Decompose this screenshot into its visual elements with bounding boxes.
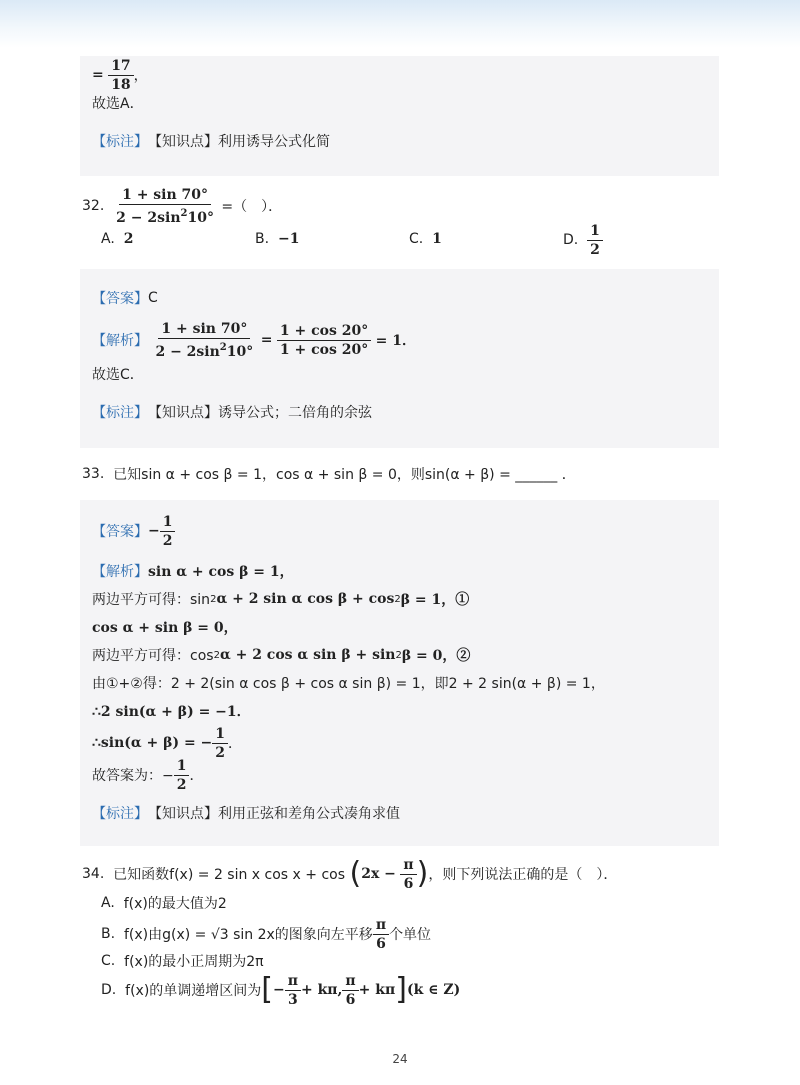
fraction-numerator: π [342, 972, 358, 991]
q34-stem [82, 854, 617, 894]
math-text: 两边平方可得：cos [92, 648, 214, 664]
q34-option-c [101, 950, 264, 972]
option-letter: A. [101, 895, 115, 911]
math-text: β = 0，② [401, 648, 471, 664]
den-part: 10° [226, 343, 254, 360]
pi-over-six [373, 916, 389, 953]
q32-note [92, 401, 372, 423]
math-text: α + 2 cos α sin β + sin [219, 647, 396, 663]
right-bracket: ] [395, 972, 407, 1007]
q32-option-a [101, 228, 133, 250]
answer-sign: − [148, 523, 160, 539]
page-number: 24 [392, 1052, 408, 1066]
q34-option-a [101, 892, 227, 914]
analysis-fraction-1 [152, 320, 256, 361]
q33-answer [92, 510, 175, 552]
note-label: 【标注】 [92, 405, 148, 421]
math-text: 故答案为：− [92, 768, 174, 784]
option-letter: A. [101, 231, 115, 247]
answer-fraction [160, 513, 176, 550]
punctuation: ， [133, 68, 148, 84]
prev-note [92, 130, 330, 152]
fraction-numerator: 1 [174, 757, 190, 776]
q32-solution-panel [80, 269, 719, 448]
question-text: 已知函数f(x) = 2 sin x cos x + cos [113, 867, 346, 883]
left-bracket: [ [261, 972, 273, 1007]
den-part: 10° [187, 209, 214, 226]
option-letter: B. [101, 926, 116, 942]
fraction-numerator: 1 + cos 20° [277, 322, 371, 341]
q33-analysis-line-3: cos α + sin β = 0， [92, 620, 238, 636]
exponent: 2 [210, 593, 217, 605]
fraction-numerator: 1 [212, 725, 228, 744]
q32-option-c [409, 228, 442, 250]
exponent: 2 [213, 649, 220, 661]
note-label: 【标注】 [92, 806, 148, 822]
fraction-denominator: 2 [162, 532, 173, 549]
option-letter: D. [101, 982, 117, 998]
q33-note [92, 802, 400, 824]
question-number: 33. [82, 466, 105, 482]
math-text: + kπ [358, 982, 396, 998]
math-text: α + 2 sin α cos β + cos [216, 591, 395, 607]
fraction-numerator: π [373, 916, 389, 935]
q32-fraction [113, 186, 217, 227]
fraction-numerator: 17 [108, 57, 133, 76]
answer-label: 【答案】 [92, 291, 148, 307]
math-text: (k ∈ Z) [406, 982, 461, 998]
question-number: 32. [82, 198, 105, 214]
math-text: sin α + cos β = 1， [148, 564, 294, 580]
q33-analysis-line-2 [92, 588, 469, 610]
math-text: + kπ, [300, 982, 343, 998]
fraction-denominator [152, 339, 256, 361]
option-letter: D. [563, 232, 579, 248]
prev-fraction [108, 57, 133, 94]
equals-sign: = [92, 67, 104, 83]
fraction-denominator: 3 [287, 991, 298, 1008]
fraction-denominator: 2 [215, 744, 226, 761]
q33-analysis-line-6: ∴2 sin(α + β) = −1． [92, 704, 251, 720]
punctuation: ． [228, 736, 243, 752]
exponent: 2 [395, 649, 402, 661]
fraction-numerator: 1 [160, 513, 176, 532]
answer-label: 【答案】 [92, 524, 148, 540]
q32-conclusion: 故选C． [92, 367, 144, 383]
option-letter: C. [101, 953, 116, 969]
exponent: 2 [219, 341, 227, 353]
option-letter: C. [409, 231, 424, 247]
option-text: f(x)由g(x) = √3 sin 2x的图象向左平移 [123, 927, 373, 943]
q34-option-d [101, 970, 460, 1010]
option-text: f(x)的最小正周期为2π [124, 954, 264, 970]
q33-analysis-line-4 [92, 644, 470, 666]
pi-over-six [342, 972, 358, 1009]
fraction-numerator: π [285, 972, 301, 991]
q33-analysis-line-5: 由①+②得：2 + 2(sin α cos β + cos α sin β) = 1，即2 + 2 sin(α + β) = 1， [92, 676, 605, 692]
fraction-numerator: 1 [587, 222, 603, 241]
header-band [0, 0, 800, 48]
prev-solution-panel [80, 56, 719, 176]
right-paren: ) [416, 856, 429, 891]
analysis-label: 【解析】 [92, 333, 148, 349]
option-text: 个单位 [389, 927, 432, 943]
fraction-denominator: 6 [345, 991, 356, 1008]
left-paren: ( [349, 856, 362, 891]
math-text: ∴sin(α + β) = − [92, 735, 213, 751]
math-text: 两边平方可得：sin [92, 592, 211, 608]
option-value: 1 [432, 231, 442, 247]
note-text: 【知识点】利用正弦和差角公式凑角求值 [148, 806, 400, 822]
q32-answer [92, 287, 158, 309]
option-letter: B. [255, 231, 270, 247]
fraction-denominator [113, 205, 217, 227]
math-text: − [273, 982, 285, 998]
math-text: 2x − [361, 866, 396, 882]
option-value: −1 [277, 231, 300, 247]
punctuation: ． [189, 768, 204, 784]
fraction-denominator: 6 [403, 875, 414, 892]
option-text: f(x)的最大值为2 [123, 896, 227, 912]
result: = 1． [375, 333, 417, 349]
option-fraction [587, 222, 603, 259]
q33-solution-panel [80, 500, 719, 846]
den-part: 2 − 2sin [116, 209, 181, 226]
q33-analysis-line-8 [92, 754, 203, 796]
fraction-numerator: 1 + sin 70° [158, 320, 250, 339]
prev-result-line [92, 56, 148, 94]
exponent: 2 [394, 593, 401, 605]
prev-conclusion: 故选A． [92, 96, 144, 112]
fraction-denominator: 1 + cos 20° [279, 341, 369, 358]
fraction-numerator: 1 + sin 70° [119, 186, 211, 205]
q34-option-b [101, 914, 431, 954]
q32-option-b [255, 228, 299, 250]
q33-stem [82, 462, 576, 486]
question-text: 已知sin α + cos β = 1，cos α + sin β = 0，则sin(α + β) = ______ ． [113, 467, 576, 483]
note-text: 【知识点】诱导公式；二倍角的余弦 [148, 405, 372, 421]
q32-analysis [92, 319, 416, 361]
question-text: ，则下列说法正确的是（ ）． [428, 867, 618, 883]
q33-analysis-line-1 [92, 560, 294, 582]
line-fraction [212, 725, 228, 762]
note-text: 【知识点】利用诱导公式化简 [148, 134, 330, 150]
note-label: 【标注】 [92, 134, 148, 150]
question-number: 34. [82, 866, 105, 882]
exponent: 2 [180, 207, 188, 219]
q32-option-d [563, 221, 603, 259]
pi-over-three [285, 972, 301, 1009]
answer-value: C [148, 290, 158, 306]
fraction-numerator: π [400, 856, 416, 875]
question-tail: =（ ）． [221, 199, 283, 215]
option-text: f(x)的单调递增区间为 [125, 983, 262, 999]
math-text: β = 1，① [400, 592, 470, 608]
q32-stem [82, 186, 282, 226]
analysis-label: 【解析】 [92, 564, 148, 580]
fraction-denominator: 18 [111, 76, 131, 93]
line-fraction [174, 757, 190, 794]
equals-sign: = [260, 332, 273, 348]
den-part: 2 − 2sin [155, 343, 220, 360]
fraction-denominator: 6 [376, 935, 386, 952]
pi-over-six [400, 856, 416, 893]
fraction-denominator: 2 [590, 241, 600, 258]
option-value: 2 [123, 231, 134, 247]
fraction-denominator: 2 [176, 776, 187, 793]
analysis-fraction-2 [277, 322, 371, 359]
